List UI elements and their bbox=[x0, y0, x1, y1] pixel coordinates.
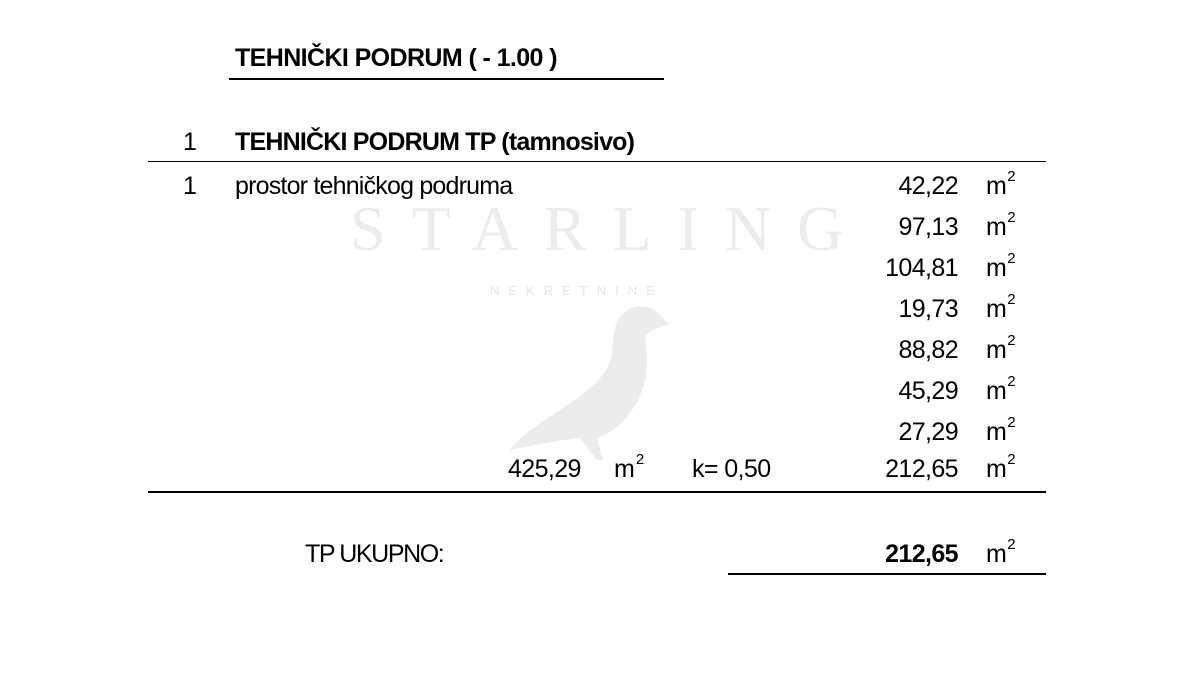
area-row bbox=[840, 291, 1040, 329]
area-unit: $m^2$ bbox=[986, 250, 1015, 282]
section-title: TEHNIČKI PODRUM TP (tamnosivo) bbox=[235, 128, 635, 156]
area-row bbox=[840, 209, 1040, 247]
sum-value: 425,29 bbox=[508, 455, 581, 483]
area-value: 27,29 bbox=[898, 418, 958, 446]
area-row bbox=[840, 414, 1040, 452]
coefficient: k= 0,50 bbox=[692, 455, 771, 483]
total-unit: $m^2$ bbox=[986, 536, 1015, 568]
watermark-tagline: NEKRETNINE bbox=[490, 283, 664, 298]
section-number: 1 bbox=[183, 128, 197, 156]
area-value: 42,22 bbox=[898, 172, 958, 200]
area-unit: $m^2$ bbox=[986, 209, 1015, 241]
area-row bbox=[840, 373, 1040, 411]
area-row bbox=[840, 168, 1040, 206]
watermark-bird-icon bbox=[505, 300, 685, 470]
area-value: 19,73 bbox=[898, 295, 958, 323]
area-row bbox=[840, 332, 1040, 370]
area-unit: $m^2$ bbox=[986, 414, 1015, 446]
total-row bbox=[840, 536, 1040, 574]
sum-unit: $m^2$ bbox=[614, 451, 645, 483]
area-unit: $m^2$ bbox=[986, 451, 1015, 483]
table-bottom-rule bbox=[148, 491, 1046, 493]
area-value: 97,13 bbox=[898, 213, 958, 241]
area-value: 45,29 bbox=[898, 377, 958, 405]
area-value: 88,82 bbox=[898, 336, 958, 364]
item-label: prostor tehničkog podruma bbox=[235, 172, 513, 200]
title-underline bbox=[229, 78, 664, 80]
page-title: TEHNIČKI PODRUM ( - 1.00 ) bbox=[235, 44, 557, 72]
area-value: 212,65 bbox=[885, 455, 958, 483]
area-row bbox=[840, 451, 1040, 489]
total-label: TP UKUPNO: bbox=[305, 540, 444, 568]
area-unit: $m^2$ bbox=[986, 168, 1015, 200]
area-row bbox=[840, 250, 1040, 288]
watermark-brand: STARLING bbox=[350, 193, 870, 264]
table-top-rule bbox=[148, 161, 1046, 162]
item-number: 1 bbox=[183, 172, 197, 200]
total-underline bbox=[728, 573, 1046, 575]
area-unit: $m^2$ bbox=[986, 291, 1015, 323]
area-unit: $m^2$ bbox=[986, 373, 1015, 405]
area-value: 104,81 bbox=[885, 254, 958, 282]
total-value: 212,65 bbox=[885, 540, 958, 568]
area-unit: $m^2$ bbox=[986, 332, 1015, 364]
